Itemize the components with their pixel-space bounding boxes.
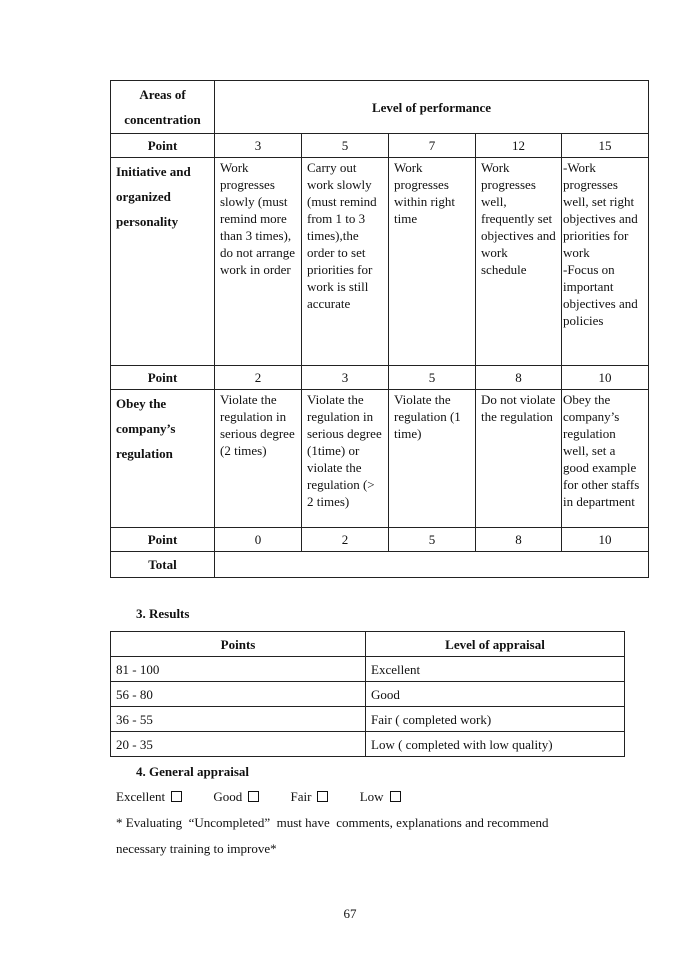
criteria-cell: Do not violate the regulation (476, 390, 562, 528)
option-label: Excellent (116, 789, 166, 804)
point-row (111, 528, 649, 552)
results-heading: 3. Results (136, 606, 190, 621)
performance-table (110, 80, 649, 578)
criteria-cell: Carry out work slowly (must remind from 1 to 3 times),the order to set priorities for work is still accurate (302, 158, 389, 366)
criteria-cell: Violate the regulation in serious degree (1time) or violate the regulation (> 2 times) (302, 390, 389, 528)
point-row (111, 366, 649, 390)
point-value: 10 (562, 366, 649, 390)
note-line-1: * Evaluating “Uncompleted” must have comments, explanations and recommend (116, 815, 549, 830)
results-points: 56 - 80 (111, 682, 366, 707)
regulation-row (111, 390, 649, 528)
criteria-cell: Obey the company’s regulation well, set a good example for other staffs in department (562, 390, 649, 528)
checkbox-icon[interactable] (317, 791, 328, 802)
point-value: 8 (476, 366, 562, 390)
criteria-cell: -Work progresses well, set right objectives and priorities for work -Focus on important objectives and policies (562, 158, 649, 366)
results-row (111, 732, 625, 757)
point-value: 2 (215, 366, 302, 390)
option-label: Fair (290, 789, 312, 804)
point-value: 7 (389, 134, 476, 158)
option-low[interactable] (360, 789, 401, 805)
initiative-row (111, 158, 649, 366)
page-number: 67 (343, 906, 357, 921)
point-value: 8 (476, 528, 562, 552)
point-value: 12 (476, 134, 562, 158)
option-fair[interactable] (290, 789, 328, 805)
criteria-cell: Violate the regulation (1 time) (389, 390, 476, 528)
point-label: Point (111, 528, 215, 552)
results-row (111, 707, 625, 732)
criteria-cell: Violate the regulation in serious degree (2 times) (215, 390, 302, 528)
point-label: Point (111, 134, 215, 158)
total-row (111, 552, 649, 578)
general-appraisal-heading: 4. General appraisal (136, 764, 250, 779)
checkbox-icon[interactable] (390, 791, 401, 802)
results-table (110, 631, 625, 757)
results-points: 20 - 35 (111, 732, 366, 757)
regulation-label: Obey the company’s regulation (111, 390, 215, 528)
header-level-of-performance: Level of performance (215, 81, 649, 134)
header-areas-of-concentration: Areas of concentration (111, 81, 215, 134)
results-points: 36 - 55 (111, 707, 366, 732)
point-value: 5 (389, 366, 476, 390)
criteria-cell: Work progresses well, frequently set objectives and work schedule (476, 158, 562, 366)
results-level: Good (366, 682, 625, 707)
point-row (111, 134, 649, 158)
criteria-cell: Work progresses within right time (389, 158, 476, 366)
results-level: Fair ( completed work) (366, 707, 625, 732)
results-col-level: Level of appraisal (366, 632, 625, 657)
point-label: Point (111, 366, 215, 390)
point-value: 3 (215, 134, 302, 158)
results-col-points: Points (111, 632, 366, 657)
criteria-cell: Work progresses slowly (must remind more than 3 times), do not arrange work in order (215, 158, 302, 366)
results-level: Low ( completed with low quality) (366, 732, 625, 757)
option-excellent[interactable] (116, 789, 182, 805)
point-value: 5 (302, 134, 389, 158)
results-level: Excellent (366, 657, 625, 682)
results-row (111, 657, 625, 682)
option-label: Good (213, 789, 243, 804)
point-value: 10 (562, 528, 649, 552)
option-good[interactable] (213, 789, 259, 805)
total-value (215, 552, 649, 578)
point-value: 15 (562, 134, 649, 158)
checkbox-icon[interactable] (171, 791, 182, 802)
point-value: 3 (302, 366, 389, 390)
point-value: 2 (302, 528, 389, 552)
total-label: Total (111, 552, 215, 578)
appraisal-options (116, 789, 429, 805)
initiative-label: Initiative and organized personality (111, 158, 215, 366)
results-points: 81 - 100 (111, 657, 366, 682)
results-row (111, 682, 625, 707)
option-label: Low (359, 789, 384, 804)
point-value: 0 (215, 528, 302, 552)
point-value: 5 (389, 528, 476, 552)
note-line-2: necessary training to improve* (116, 841, 277, 856)
checkbox-icon[interactable] (248, 791, 259, 802)
